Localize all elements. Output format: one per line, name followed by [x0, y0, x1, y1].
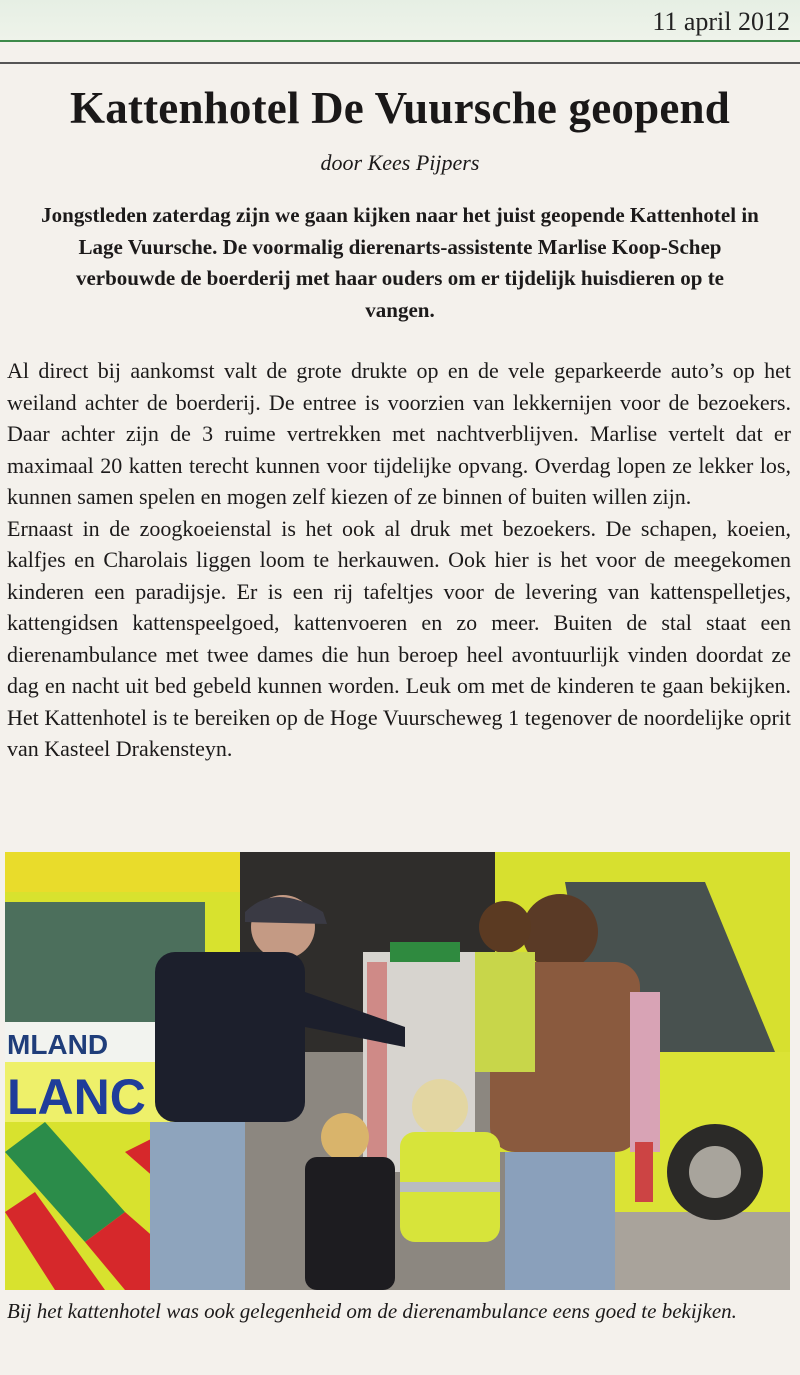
body-paragraph: Al direct bij aankomst valt de grote drukte op en de vele geparkeerde auto’s op het weiland achter de boerderij. De entree is voorzien van lekkernijen voor de bezoekers. Daar achter zijn de 3 ruime vertrekken met nachtverblijven. Marlise vertelt dat er maximaal 20 katten terecht kunnen voor tijdelijke opvang. Overdag lopen ze lekker los, kunnen samen spelen en mogen zelf kiezen of ze binnen of buiten willen zijn. — [7, 358, 791, 509]
article-lead: Jongstleden zaterdag zijn we gaan kijken naar het juist geopende Kattenhotel in Lage Vuursche. De voormalig dierenarts-assistente Marlise Koop-Schep verbouwde de boerderij met haar ouders om er tijdelijk huisdieren op te vangen. — [41, 203, 759, 322]
article-body — [7, 355, 791, 765]
page-header-band — [0, 0, 800, 42]
body-paragraph: Ernaast in de zoogkoeienstal is het ook al druk met bezoekers. De schapen, koeien, kalfjes en Charolais liggen loom te herkauwen. Ook hier is het voor de meegekomen kinderen een paradijsje. Er is een rij tafeltjes voor de levering van kattenspelletjes, kattengidsen kattenspeelgoed, kattenvoeren en zo meer. Buiten de stal staat een dierenambulance met twee dames die hun beroep heel avontuurlijk vinden doordat ze dag en nacht uit bed gebeld kunnen worden. Leuk om met de kinderen te gaan bekijken. Het Kattenhotel is te bereiken op de Hoge Vuurscheweg 1 tegenover de noordelijke oprit van Kasteel Drakensteyn. — [7, 515, 791, 761]
header-divider — [0, 62, 800, 64]
issue-date: 11 april 2012 — [652, 7, 790, 36]
photo-caption: Bij het kattenhotel was ook gelegenheid om de dierenambulance eens goed te bekijken. — [7, 1299, 737, 1323]
van-lettering: MLAND — [7, 1029, 109, 1060]
article-photo — [5, 852, 790, 1290]
van-lettering: LANC — [7, 1069, 146, 1125]
article-headline: Kattenhotel De Vuursche geopend — [70, 83, 730, 133]
article-byline: door Kees Pijpers — [320, 150, 480, 175]
ambulance-scene-illustration — [5, 852, 790, 1290]
